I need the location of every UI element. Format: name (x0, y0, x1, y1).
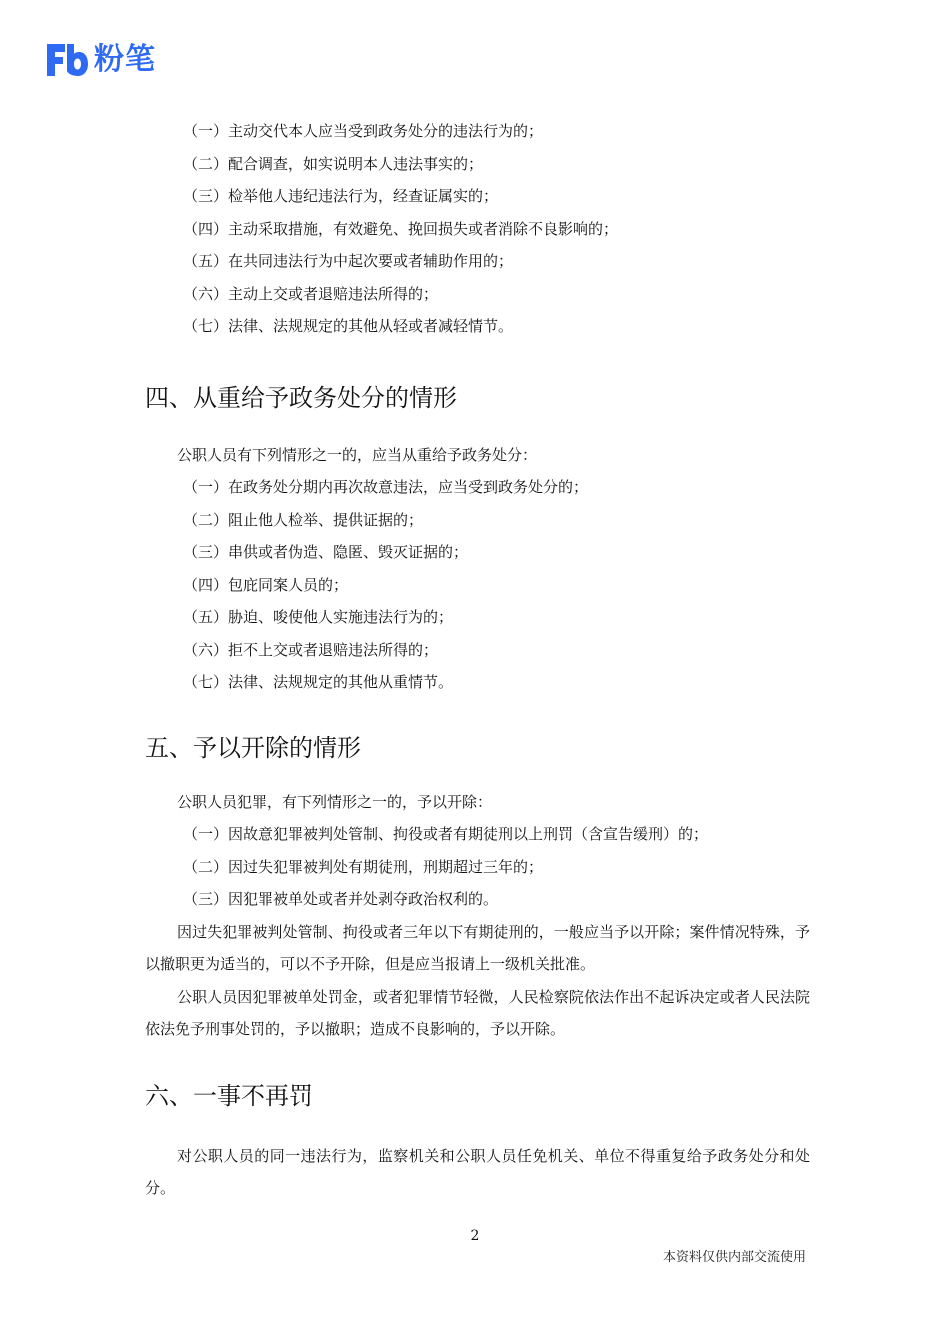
list-item: （七）法律、法规规定的其他从重情节。 (183, 673, 454, 691)
document-body (145, 115, 810, 1205)
section5-intro: 公职人员犯罪，有下列情形之一的，予以开除： (177, 792, 493, 811)
list-item: （七）法律、法规规定的其他从轻或者减轻情节。 (183, 317, 514, 335)
logo-text: 粉笔 (94, 42, 156, 77)
section5-heading: 五、予以开除的情形 (145, 733, 361, 762)
list-item: （一）在政务处分期内再次故意违法，应当受到政务处分的； (183, 478, 589, 496)
list-item: （二）配合调查，如实说明本人违法事实的； (183, 154, 484, 173)
brand-logo (44, 40, 156, 80)
list-item: （五）在共同违法行为中起次要或者辅助作用的； (183, 252, 514, 270)
list-item: （三）串供或者伪造、隐匿、毁灭证据的； (183, 543, 469, 561)
list-item: （六）主动上交或者退赔违法所得的； (183, 284, 439, 303)
section5-list (145, 818, 810, 916)
section4-intro: 公职人员有下列情形之一的，应当从重给予政务处分： (177, 445, 538, 464)
list-item: （四）包庇同案人员的； (183, 575, 349, 594)
section4-heading: 四、从重给予政务处分的情形 (145, 383, 457, 412)
section5-paragraph-2: 公职人员因犯罪被单处罚金，或者犯罪情节轻微，人民检察院依法作出不起诉决定或者人民法院依法免予刑事处罚的，予以撤职；造成不良影响的，予以开除。 (145, 987, 810, 1038)
section3-list (145, 115, 810, 343)
fb-logo-icon (44, 40, 90, 80)
list-item: （一）因故意犯罪被判处管制、拘役或者有期徒刑以上刑罚（含宣告缓刑）的； (183, 825, 709, 843)
list-item: （六）拒不上交或者退赔违法所得的； (183, 640, 439, 659)
section5-paragraph-1: 因过失犯罪被判处管制、拘役或者三年以下有期徒刑的，一般应当予以开除；案件情况特殊，予以撤职更为适当的，可以不予开除，但是应当报请上一级机关批准。 (145, 922, 810, 973)
list-item: （一）主动交代本人应当受到政务处分的违法行为的； (183, 122, 544, 140)
list-item: （二）阻止他人检举、提供证据的； (183, 510, 424, 529)
list-item: （四）主动采取措施，有效避免、挽回损失或者消除不良影响的； (183, 219, 619, 238)
section6-paragraph: 对公职人员的同一违法行为，监察机关和公职人员任免机关、单位不得重复给予政务处分和处分。 (145, 1146, 810, 1197)
section4-list (145, 471, 810, 699)
list-item: （三）因犯罪被单处或者并处剥夺政治权利的。 (183, 890, 499, 908)
list-item: （二）因过失犯罪被判处有期徒刑，刑期超过三年的； (183, 857, 544, 876)
page-number: 2 (470, 1228, 480, 1244)
footer-note: 本资料仅供内部交流使用 (662, 1250, 806, 1265)
list-item: （五）胁迫、唆使他人实施违法行为的； (183, 608, 454, 626)
section6-heading: 六、一事不再罚 (145, 1081, 313, 1110)
list-item: （三）检举他人违纪违法行为，经查证属实的； (183, 187, 499, 205)
